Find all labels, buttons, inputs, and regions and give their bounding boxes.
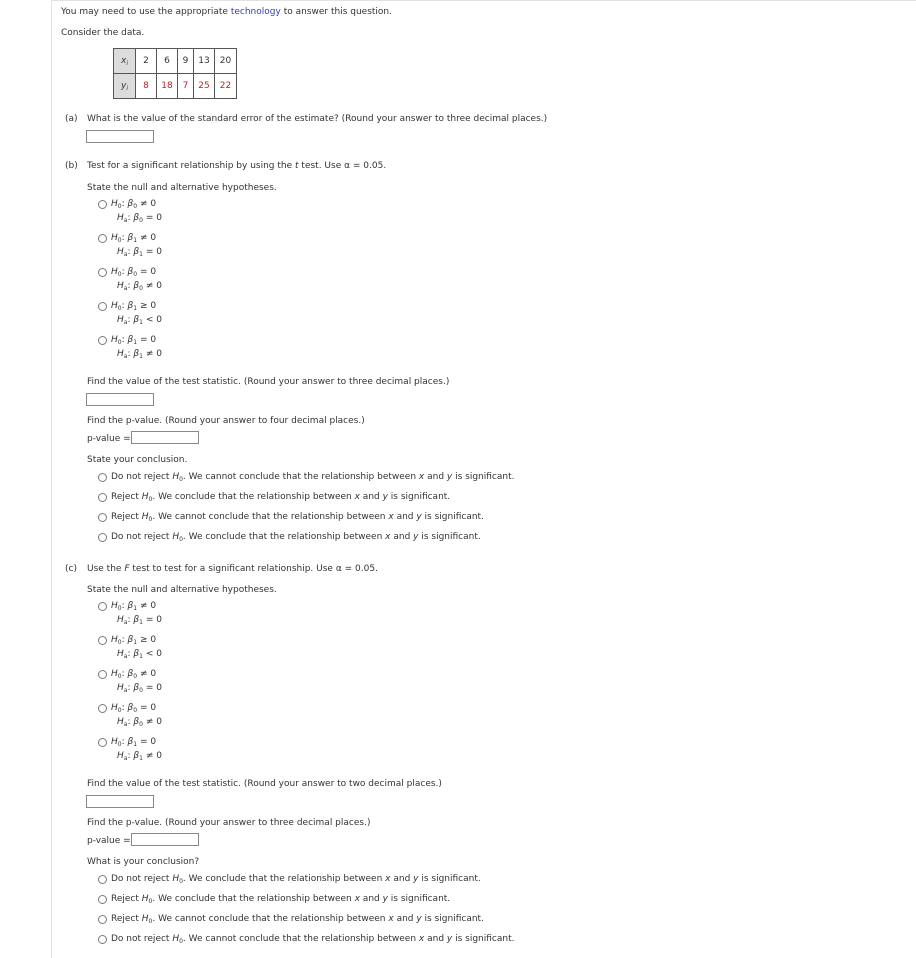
part-c-q-post: test to test for a significant relationship. Use α = 0.05. [132,564,378,574]
part-c-hypothesis-radio[interactable] [98,670,107,679]
part-c-conclusion-label: Do not reject $H_0$. We conclude that the relationship between x and y is significant. [111,874,481,885]
part-b-ha-label: $H_a$: $\beta_0 = 0$ [117,213,162,224]
x-cell: 6 [157,49,178,74]
y-cell: 18 [157,74,178,99]
part-c-h0-label: $H_0$: $\beta_0 \ne 0$ [111,669,157,680]
part-c-h0-label: $H_0$: $\beta_1 \ne 0$ [111,601,157,612]
part-c-conclusion-label: Do not reject $H_0$. We cannot conclude that the relationship between x and y is significant. [111,934,515,945]
data-table [113,48,237,99]
part-c-conclusion-question: What is your conclusion? [87,857,200,867]
part-c-stat-question: Find the value of the test statistic. (Round your answer to two decimal places.) [87,779,442,789]
consider-text: Consider the data. [61,28,145,38]
part-c-ha-label: $H_a$: $\beta_1 < 0$ [117,649,162,660]
f-stat-input[interactable] [86,795,154,808]
t-stat-input[interactable] [86,393,154,406]
part-c-ha-label: $H_a$: $\beta_0 = 0$ [117,683,162,694]
part-b-p-question: Find the p-value. (Round your answer to four decimal places.) [87,416,365,426]
part-b-h0-label: $H_0$: $\beta_0 \ne 0$ [111,199,157,210]
part-b-h0-label: $H_0$: $\beta_0 = 0$ [111,267,157,278]
x-cell: 2 [136,49,157,74]
part-b-q-post: test. Use α = 0.05. [301,161,387,171]
part-b-conclusion-label: Reject $H_0$. We conclude that the relationship between x and y is significant. [111,492,451,503]
table-row-y [114,74,237,99]
part-b-ha-label: $H_a$: $\beta_1 = 0$ [117,247,162,258]
part-b-ha-label: $H_a$: $\beta_1 < 0$ [117,315,162,326]
part-c-q-f: F [124,564,130,574]
part-b-conclusion-question: State your conclusion. [87,455,188,465]
table-row-x [114,49,237,74]
intro-post: to answer this question. [283,7,392,17]
part-b-conclusion-label: Do not reject $H_0$. We cannot conclude that the relationship between x and y is significant. [111,472,515,483]
part-b-conclusion-radio[interactable] [98,473,107,482]
f-p-value-input[interactable] [131,833,199,846]
part-c-hypothesis-radio[interactable] [98,738,107,747]
part-c-p-label: p-value = [87,836,131,846]
part-b-conclusion-label: Reject $H_0$. We cannot conclude that the relationship between x and y is significant. [111,512,484,523]
part-c-conclusion-radio[interactable] [98,915,107,924]
part-b-h0-label: $H_0$: $\beta_1 \ne 0$ [111,233,157,244]
part-c-h0-label: $H_0$: $\beta_1 = 0$ [111,737,157,748]
part-b-p-label: p-value = [87,434,131,444]
part-b-conclusion-radio[interactable] [98,513,107,522]
part-b-question [87,161,386,171]
part-b-hypothesis-radio[interactable] [98,336,107,345]
part-c-conclusion-radio[interactable] [98,875,107,884]
part-b-hypothesis-radio[interactable] [98,234,107,243]
part-b-hypothesis-radio[interactable] [98,302,107,311]
part-c-conclusion-label: Reject $H_0$. We conclude that the relationship between x and y is significant. [111,894,451,905]
x-cell: 9 [178,49,194,74]
part-a-question: What is the value of the standard error of the estimate? (Round your answer to three decimal places.) [87,114,548,124]
part-b-state-hypotheses: State the null and alternative hypotheses. [87,183,277,193]
y-cell: 7 [178,74,194,99]
part-b-hypothesis-radio[interactable] [98,268,107,277]
part-b-ha-label: $H_a$: $\beta_0 \ne 0$ [117,281,162,292]
technology-link[interactable]: technology [230,7,281,17]
intro-text [61,7,392,17]
part-c-q-pre: Use the [87,564,122,574]
y-cell: 8 [136,74,157,99]
part-c-conclusion-label: Reject $H_0$. We cannot conclude that the relationship between x and y is significant. [111,914,484,925]
part-a-label: (a) [65,114,78,124]
part-b-h0-label: $H_0$: $\beta_1 = 0$ [111,335,157,346]
part-b-q-t: t [295,161,299,171]
part-b-ha-label: $H_a$: $\beta_1 \ne 0$ [117,349,162,360]
part-c-h0-label: $H_0$: $\beta_1 \ge 0$ [111,635,157,646]
part-c-ha-label: $H_a$: $\beta_1 \ne 0$ [117,751,162,762]
part-c-hypothesis-radio[interactable] [98,602,107,611]
part-c-hypothesis-radio[interactable] [98,704,107,713]
part-b-conclusion-radio[interactable] [98,533,107,542]
y-cell: 22 [215,74,237,99]
x-label-cell: $x_i$ [114,49,136,74]
part-c-p-question: Find the p-value. (Round your answer to three decimal places.) [87,818,371,828]
part-c-question [87,564,378,574]
part-b-stat-question: Find the value of the test statistic. (Round your answer to three decimal places.) [87,377,450,387]
x-cell: 13 [194,49,215,74]
part-b-conclusion-radio[interactable] [98,493,107,502]
part-c-ha-label: $H_a$: $\beta_0 \ne 0$ [117,717,162,728]
y-cell: 25 [194,74,215,99]
y-label-cell: $y_i$ [114,74,136,99]
part-c-conclusion-radio[interactable] [98,895,107,904]
part-c-hypothesis-radio[interactable] [98,636,107,645]
part-b-q-pre: Test for a significant relationship by using the [87,161,293,171]
part-b-h0-label: $H_0$: $\beta_1 \ge 0$ [111,301,157,312]
part-b-label: (b) [65,161,78,171]
part-c-label: (c) [65,564,77,574]
part-c-conclusion-radio[interactable] [98,935,107,944]
part-b-hypothesis-radio[interactable] [98,200,107,209]
std-error-input[interactable] [86,130,154,143]
t-p-value-input[interactable] [131,431,199,444]
part-c-ha-label: $H_a$: $\beta_1 = 0$ [117,615,162,626]
part-b-conclusion-label: Do not reject $H_0$. We conclude that the relationship between x and y is significant. [111,532,481,543]
part-c-state-hypotheses: State the null and alternative hypotheses. [87,585,277,595]
x-cell: 20 [215,49,237,74]
part-c-h0-label: $H_0$: $\beta_0 = 0$ [111,703,157,714]
intro-pre: You may need to use the appropriate [61,7,228,17]
